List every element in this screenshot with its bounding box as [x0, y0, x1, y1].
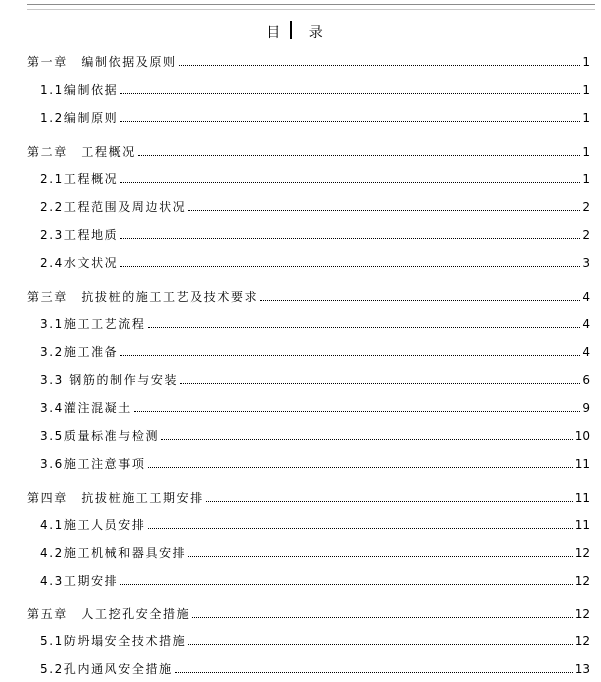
toc-entry-label: 3.5质量标准与检测 — [40, 429, 160, 443]
toc-title: 目 录 — [266, 25, 335, 41]
toc-entry-label: 第四章 抗拔桩施工工期安排 — [27, 491, 204, 505]
toc-entry-label: 1.2编制原则 — [40, 111, 119, 125]
toc-entry-page: 4 — [582, 317, 590, 331]
toc-entry-page: 12 — [574, 634, 590, 648]
toc-entry-chapter-1[interactable] — [27, 51, 590, 69]
toc-entry-label: 3.2施工准备 — [40, 345, 119, 359]
toc-leader-dots — [175, 672, 573, 673]
toc-entry-label: 2.1工程概况 — [40, 172, 119, 186]
toc-leader-dots — [192, 617, 573, 618]
toc-entry-chapter-5[interactable] — [27, 603, 590, 621]
toc-leader-dots — [148, 467, 573, 468]
toc-entry-section-2-3[interactable] — [40, 224, 590, 242]
page-top-border — [27, 4, 595, 5]
toc-entry-label: 4.2施工机械和器具安排 — [40, 546, 187, 560]
toc-entry-label: 3.4灌注混凝土 — [40, 401, 132, 415]
toc-leader-dots — [134, 411, 580, 412]
toc-entry-section-3-2[interactable] — [40, 341, 590, 359]
toc-entry-label: 2.2工程范围及周边状况 — [40, 200, 187, 214]
toc-entry-page: 1 — [582, 145, 590, 159]
toc-entry-section-4-2[interactable] — [40, 542, 590, 560]
toc-entry-label: 第五章 人工挖孔安全措施 — [27, 607, 191, 621]
toc-entry-label: 2.3工程地质 — [40, 228, 119, 242]
toc-entry-section-1-1[interactable] — [40, 79, 590, 97]
toc-entry-page: 6 — [582, 373, 590, 387]
toc-entry-section-2-2[interactable] — [40, 196, 590, 214]
toc-entry-label: 2.4水文状况 — [40, 256, 119, 270]
toc-entry-label: 3.6施工注意事项 — [40, 457, 146, 471]
toc-entry-page: 3 — [582, 256, 590, 270]
toc-entry-label: 3.1施工工艺流程 — [40, 317, 146, 331]
toc-entry-chapter-4[interactable] — [27, 487, 590, 505]
toc-entry-page: 12 — [574, 546, 590, 560]
toc-entry-label: 4.3工期安排 — [40, 574, 119, 588]
toc-entry-label: 第三章 抗拔桩的施工工艺及技术要求 — [27, 290, 259, 304]
toc-entry-page: 13 — [574, 662, 590, 676]
toc-leader-dots — [120, 182, 580, 183]
toc-entry-chapter-2[interactable] — [27, 141, 590, 159]
toc-entry-chapter-3[interactable] — [27, 286, 590, 304]
toc-entry-page: 1 — [582, 83, 590, 97]
toc-entry-page: 1 — [582, 55, 590, 69]
toc-leader-dots — [206, 501, 573, 502]
toc-leader-dots — [188, 556, 572, 557]
toc-entry-section-5-2[interactable] — [40, 658, 590, 676]
toc-entry-section-2-4[interactable] — [40, 252, 590, 270]
toc-leader-dots — [179, 65, 581, 66]
toc-entry-section-3-1[interactable] — [40, 313, 590, 331]
toc-leader-dots — [120, 121, 580, 122]
toc-entry-page: 2 — [582, 228, 590, 242]
toc-entry-section-4-1[interactable] — [40, 514, 590, 532]
toc-entry-page: 2 — [582, 200, 590, 214]
toc-entry-page: 11 — [574, 518, 590, 532]
toc-entry-label: 1.1编制依据 — [40, 83, 119, 97]
toc-entry-page: 4 — [582, 345, 590, 359]
toc-entry-label: 3.3 钢筋的制作与安装 — [40, 373, 179, 387]
toc-leader-dots — [120, 238, 580, 239]
toc-entry-section-3-4[interactable] — [40, 397, 590, 415]
toc-entry-page: 11 — [574, 491, 590, 505]
toc-leader-dots — [120, 355, 580, 356]
toc-leader-dots — [188, 644, 572, 645]
toc-entry-page: 9 — [582, 401, 590, 415]
toc-entry-page: 12 — [574, 574, 590, 588]
toc-entry-section-3-6[interactable] — [40, 453, 590, 471]
toc-entry-page: 10 — [574, 429, 590, 443]
toc-entry-page: 11 — [574, 457, 590, 471]
toc-entry-section-3-3[interactable] — [40, 369, 590, 387]
toc-leader-dots — [260, 300, 580, 301]
toc-leader-dots — [180, 383, 580, 384]
toc-leader-dots — [148, 327, 581, 328]
toc-entry-page: 12 — [574, 607, 590, 621]
toc-leader-dots — [120, 584, 572, 585]
toc-entry-label: 5.2孔内通风安全措施 — [40, 662, 173, 676]
toc-entry-page: 1 — [582, 172, 590, 186]
toc-entry-section-5-1[interactable] — [40, 630, 590, 648]
toc-entry-section-3-5[interactable] — [40, 425, 590, 443]
toc-entry-section-2-1[interactable] — [40, 168, 590, 186]
toc-entry-label: 第一章 编制依据及原则 — [27, 55, 177, 69]
toc-entry-page: 1 — [582, 111, 590, 125]
toc-entry-label: 4.1施工人员安排 — [40, 518, 146, 532]
toc-leader-dots — [161, 439, 573, 440]
toc-entry-section-1-2[interactable] — [40, 107, 590, 125]
toc-leader-dots — [120, 93, 580, 94]
toc-entry-label: 第二章 工程概况 — [27, 145, 136, 159]
toc-entry-label: 5.1防坍塌安全技术措施 — [40, 634, 187, 648]
toc-entry-page: 4 — [582, 290, 590, 304]
toc-leader-dots — [120, 266, 580, 267]
page-top-border-inner — [27, 9, 595, 10]
toc-entry-section-4-3[interactable] — [40, 570, 590, 588]
toc-leader-dots — [138, 155, 581, 156]
toc-leader-dots — [148, 528, 573, 529]
toc-leader-dots — [188, 210, 580, 211]
